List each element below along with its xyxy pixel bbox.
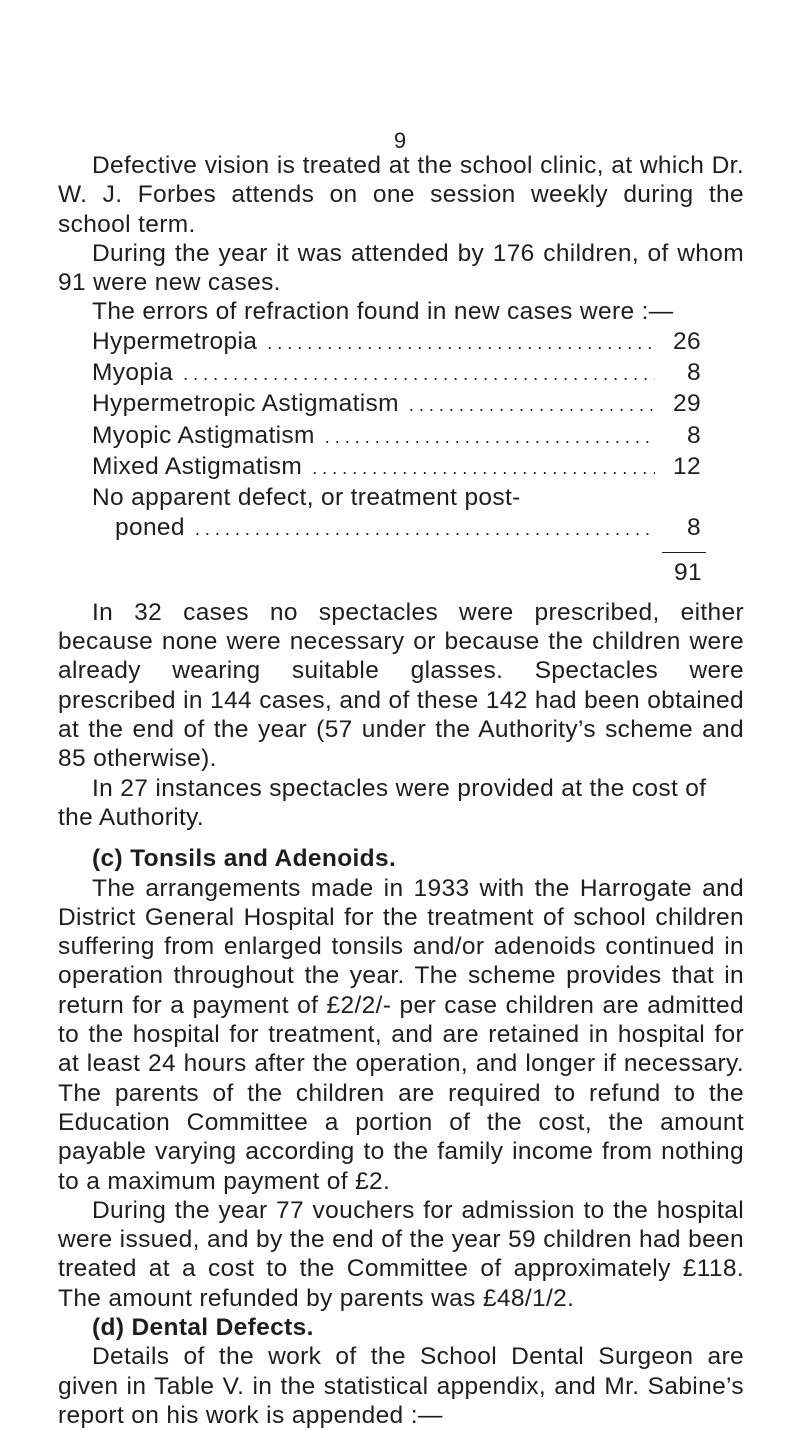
- list-item: [58, 389, 744, 420]
- spectacles-authority-paragraph: In 27 instances spectacles were provided at the cost of the Authority.: [58, 774, 707, 831]
- dot-leader: [409, 391, 655, 420]
- list-item: [58, 421, 744, 452]
- error-count: 8: [687, 359, 701, 387]
- refraction-errors-list: [58, 327, 744, 544]
- list-item: [58, 483, 744, 512]
- dental-paragraph: Details of the work of the School Dental Surgeon are given in Table V. in the statistical appendix, and Mr. Sabine’s report on his work is appended :—: [58, 1343, 744, 1429]
- error-count: 26: [673, 327, 701, 355]
- error-label-line2: poned: [115, 513, 185, 541]
- error-count: 29: [673, 390, 701, 418]
- section-heading-dental: (d) Dental Defects.: [92, 1313, 314, 1341]
- dot-leader: [312, 454, 655, 483]
- error-label: Mixed Astigmatism: [92, 452, 303, 480]
- refraction-total: 91: [674, 558, 702, 586]
- list-item: [58, 513, 744, 544]
- tonsils-paragraph: The arrangements made in 1933 with the Harrogate and District General Hospital for the treatment of school children suffering from enlarged tonsils and/or adenoids continued in operation throughout the year. The scheme provides that in return for a payment of £2/2/- per case children are admitted to the hospital for treatment, and are retained in hospital for at least 24 hours after the operation, and longer if necessary. The parents of the children are required to refund to the Education Committee a portion of the cost, the amount payable varying according to the family income from nothing to a maximum payment of £2.: [58, 874, 744, 1195]
- spectacles-paragraph: In 32 cases no spectacles were prescribed, either because none were necessary or because the children were already wearing suitable glasses. Spectacles were prescribed in 144 cases, and of these 142 had been obtained at the end of the year (57 under the Authority’s scheme and 85 otherwise).: [58, 598, 744, 773]
- error-count: 12: [673, 452, 701, 480]
- error-count: 8: [687, 513, 701, 541]
- intro-paragraph-errors: The errors of refraction found in new cases were :—: [92, 298, 674, 326]
- error-label-line1: No apparent defect, or treatment post-: [92, 484, 521, 512]
- dot-leader: [195, 515, 655, 544]
- error-label: Hypermetropia: [92, 327, 258, 355]
- list-item: [58, 358, 744, 389]
- error-count: 8: [687, 421, 701, 449]
- body-text: [58, 151, 744, 1430]
- dot-leader: [183, 360, 655, 389]
- dot-leader: [267, 329, 655, 358]
- intro-paragraph-clinic: Defective vision is treated at the school clinic, at which Dr. W. J. Forbes attends on one session weekly during the school term.: [58, 152, 744, 238]
- error-label: Hypermetropic Astigmatism: [92, 390, 399, 418]
- tonsils-vouchers-paragraph: During the year 77 vouchers for admission to the hospital were issued, and by the end of the year 59 children had been treated at a cost to the Committee of approximately £118. The amount refunded by parents was £48/1/2.: [58, 1196, 744, 1312]
- total-rule: [662, 552, 706, 553]
- error-label: Myopic Astigmatism: [92, 421, 315, 449]
- dot-leader: [325, 423, 655, 452]
- section-heading-tonsils: (c) Tonsils and Adenoids.: [92, 845, 397, 873]
- page-number: 9: [393, 128, 407, 153]
- intro-paragraph-attendance: During the year it was attended by 176 children, of whom 91 were new cases.: [58, 239, 744, 297]
- error-label: Myopia: [92, 359, 174, 387]
- refraction-total-block: [58, 544, 744, 598]
- list-item: [58, 327, 744, 358]
- list-item: [58, 452, 744, 483]
